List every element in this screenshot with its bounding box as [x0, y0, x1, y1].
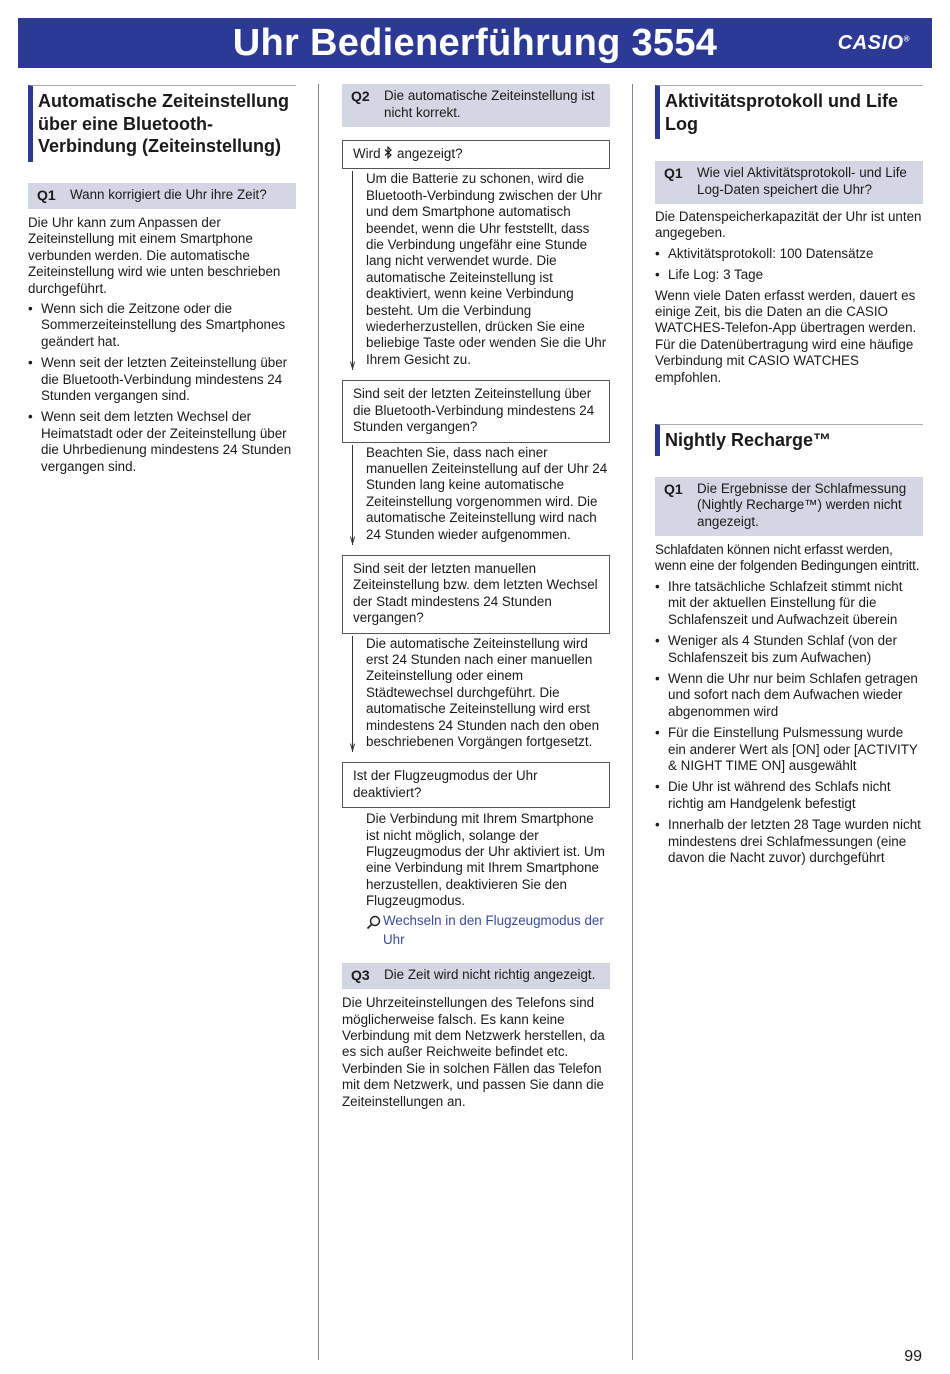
page-title: Uhr Bedienerführung 3554 [232, 22, 718, 64]
answer-text: Um die Batterie zu schonen, wird die Bluetooth-Verbindung zwischen der Uhr und dem Smartphone automatisch beendet, wenn die Uhr feststellt, dass die Verbindung ungefähr eine Stunde lang nicht verwendet wurde. Die automatische Zeiteinstellung ist deaktiviert, wenn keine Verbindung besteht. Um die Verbindung wiederherzustellen, drücken Sie eine beliebige Taste oder wenden Sie die Uhr Ihrem Gesicht zu. [366, 171, 607, 367]
question-number: Q2 [351, 88, 370, 104]
section-heading: Automatische Zeiteinstellung über eine Bluetooth-Verbindung (Zeiteinstellung) [28, 85, 296, 162]
list-item: • Wenn seit dem letzten Wechsel der Heimatstadt oder der Zeiteinstellung über die Uhrbedienung mindestens 24 Stunden vergangen sind. [28, 409, 292, 474]
bluetooth-icon [384, 146, 393, 159]
list-item: • Wenn seit der letzten Zeiteinstellung über die Bluetooth-Verbindung mindestens 24 Stunden vergangen sind. [28, 355, 288, 404]
registered-mark: ® [903, 34, 910, 44]
column-left [28, 84, 296, 475]
question-text: Wie viel Aktivitätsprotokoll- und Life Log-Daten speichert die Uhr? [697, 165, 907, 197]
question-number: Q1 [664, 480, 683, 497]
list-item: • Weniger als 4 Stunden Schlaf (von der Schlafenszeit bis zum Aufwachen) [655, 633, 898, 665]
section-heading: Aktivitätsprotokoll und Life Log [655, 85, 923, 139]
question-bar [655, 477, 923, 537]
flow-step [342, 445, 610, 545]
answer-text: Die Uhr kann zum Anpassen der Zeiteinstellung mit einem Smartphone verbunden werden. Die automatische Zeiteinstellung wird wie unten beschrieben durchgeführt. [28, 215, 281, 296]
check-box: Wird angezeigt? [342, 140, 610, 169]
question-text: Wann korrigiert die Uhr ihre Zeit? [70, 186, 267, 202]
answer-text: Wenn viele Daten erfasst werden, dauert es einige Zeit, bis die Daten an die CASIO WATCHES-Telefon-App übertragen werden. Für die Datenübertragung wird eine häufige Verbindung mit CASIO WATCHES empfohlen. [655, 287, 917, 385]
answer-text: Die automatische Zeiteinstellung wird erst 24 Stunden nach einer manuellen Zeiteinstellung oder einem Städtewechsel durchgeführt. Die automatische Zeiteinstellung wird erst mindestens 24 Stunden nach den oben beschriebenen Vorgängen fortgesetzt. [366, 635, 600, 749]
bullet-list [655, 579, 923, 867]
check-box: Sind seit der letzten manuellen Zeiteinstellung bzw. dem letzten Wechsel der Stadt mindestens 24 Stunden vergangen? [342, 555, 610, 634]
brand-name: CASIO [837, 32, 904, 54]
flow-arrow-line [352, 636, 353, 753]
question-number: Q3 [351, 966, 370, 983]
column-middle [342, 84, 610, 1110]
question-text: Die Ergebnisse der Schlafmessung (Nightly Recharge™) werden nicht angezeigt. [697, 480, 907, 529]
column-right [655, 84, 923, 866]
flow-step [342, 636, 610, 753]
flow-arrow-line [352, 171, 353, 370]
list-item: • Die Uhr ist während des Schlafs nicht richtig am Handgelenk befestigt [655, 779, 891, 811]
check-box: Ist der Flugzeugmodus der Uhr deaktiviert? [342, 762, 610, 808]
question-bar [655, 161, 923, 204]
bullet-list [28, 301, 296, 475]
flow-arrow-line [352, 445, 353, 545]
link-text[interactable]: Wechseln in den Flugzeugmodus der Uhr [383, 912, 604, 947]
list-item: • Innerhalb der letzten 28 Tage wurden nicht mindestens drei Schlafmessungen (eine davon die Nacht zuvor) durchgeführt [655, 817, 921, 865]
reference-link[interactable] [342, 911, 610, 949]
list-item: • Life Log: 3 Tage [655, 267, 764, 283]
list-item: • Für die Einstellung Pulsmessung wurde ein anderer Wert als [ON] oder [ACTIVITY & NIGHT TIME ON] ausgewählt [655, 725, 918, 773]
answer-text: Die Datenspeicherkapazität der Uhr ist unten angegeben. [655, 209, 922, 241]
question-number: Q1 [664, 165, 683, 181]
page-number: 99 [904, 1348, 922, 1365]
check-box: Sind seit der letzten Zeiteinstellung über die Bluetooth-Verbindung mindestens 24 Stunden vergangen? [342, 380, 610, 442]
question-text: Die Zeit wird nicht richtig angezeigt. [384, 966, 596, 982]
answer-text: Die Verbindung mit Ihrem Smartphone ist nicht möglich, solange der Flugzeugmodus der Uhr aktiviert ist. Um eine Verbindung mit Ihrem Smartphone herzustellen, deaktivieren Sie den Flugzeugmodus. [366, 811, 605, 909]
page-header [18, 18, 932, 68]
casio-logo [838, 32, 910, 55]
question-bar [28, 183, 296, 210]
column-divider [632, 84, 633, 1360]
section-heading: Nightly Recharge™ [655, 424, 923, 456]
arrow-down-icon: ∨ [348, 359, 357, 372]
list-item: • Aktivitätsprotokoll: 100 Datensätze [655, 245, 874, 261]
arrow-down-icon: ∨ [348, 741, 357, 754]
question-text: Die automatische Zeiteinstellung ist nicht korrekt. [384, 88, 595, 120]
question-number: Q1 [37, 186, 56, 203]
bullet-list [655, 246, 923, 284]
column-divider [318, 84, 319, 1360]
list-item: • Ihre tatsächliche Schlafzeit stimmt nicht mit der aktuellen Einstellung für die Schlafenszeit und Aufwachzeit überein [655, 578, 903, 627]
arrow-down-icon: ∨ [348, 533, 357, 546]
question-bar [342, 84, 610, 127]
answer-text: Die Uhrzeiteinstellungen des Telefons sind möglicherweise falsch. Es kann keine Verbindung mit dem Netzwerk herstellen, da es sich außer Reichweite befindet etc. Verbinden Sie in solchen Fällen das Telefon mit dem Netzwerk, und passen Sie dann die Zeiteinstellungen an. [342, 995, 605, 1109]
magnifier-icon [366, 914, 382, 930]
answer-text: Beachten Sie, dass nach einer manuellen Zeiteinstellung auf der Uhr 24 Stunden lang keine automatische Zeiteinstellung vorgenommen wird. Die automatische Zeiteinstellung wird nach 24 Stunden wieder aufgenommen. [366, 444, 608, 542]
answer-text: Schlafdaten können nicht erfasst werden, wenn eine der folgenden Bedingungen eintritt. [655, 542, 920, 574]
list-item: • Wenn sich die Zeitzone oder die Sommerzeiteinstellung des Smartphones geändert hat. [28, 301, 286, 349]
list-item: • Wenn die Uhr nur beim Schlafen getragen und sofort nach dem Aufwachen wieder abgenommen wird [655, 670, 918, 719]
question-bar [342, 963, 610, 990]
flow-step [342, 171, 610, 370]
